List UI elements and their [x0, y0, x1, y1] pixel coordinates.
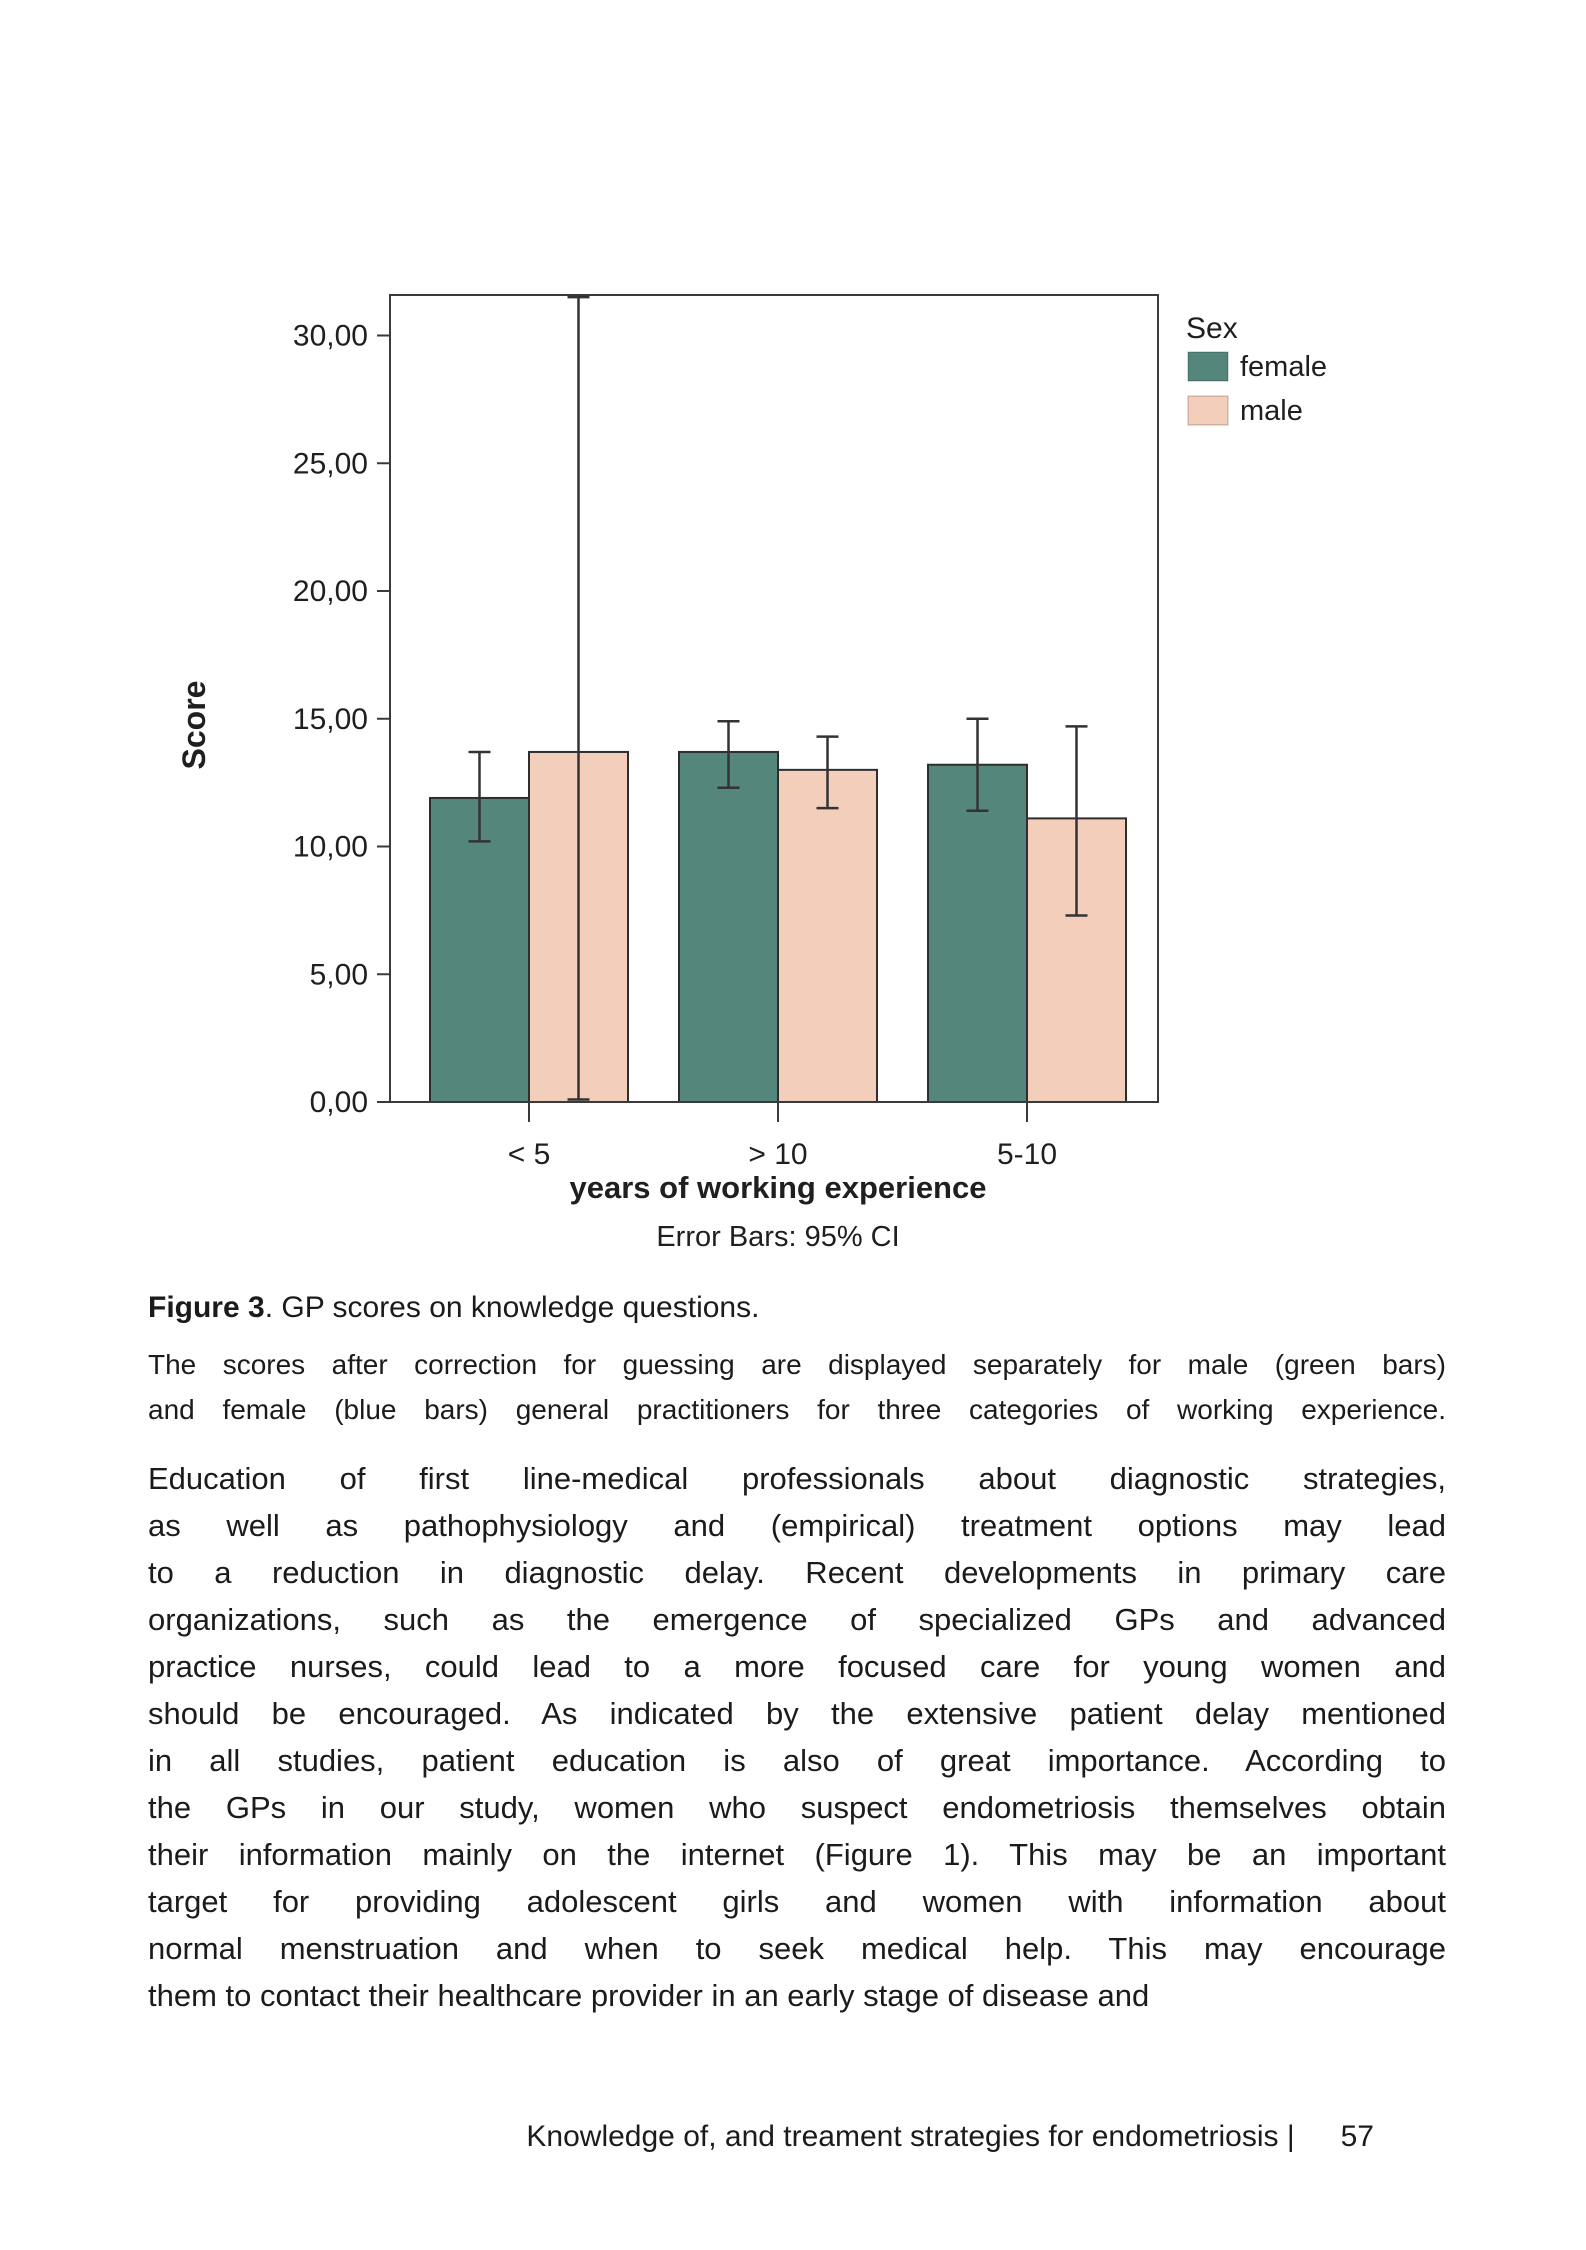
footer-running-title: Knowledge of, and treament strategies for endometriosis |	[526, 2120, 1295, 2153]
y-tick-label: 0,00	[309, 1086, 368, 1119]
y-tick-label: 25,00	[292, 447, 368, 481]
body-line: the GPs in our study, women who suspect endometriosis themselves obtain	[148, 1790, 1446, 1825]
bar-male-1	[778, 770, 877, 1102]
y-axis-label: Score	[176, 680, 212, 770]
y-tick-label: 15,00	[292, 702, 368, 736]
legend-swatch-male	[1188, 396, 1228, 425]
body-line: target for providing adolescent girls and women with information about	[148, 1884, 1446, 1919]
page-footer	[526, 2120, 1374, 2154]
figure-label: Figure 3	[148, 1291, 265, 1324]
body-paragraph	[148, 1455, 1446, 2019]
bar-female-2	[928, 765, 1027, 1102]
figure-title: . GP scores on knowledge questions.	[264, 1291, 760, 1324]
y-tick-label: 5,00	[309, 958, 368, 992]
body-line: practice nurses, could lead to a more focused care for young women and	[148, 1649, 1446, 1684]
legend-title: Sex	[1186, 312, 1238, 345]
body-line: normal menstruation and when to seek medical help. This may encourage	[148, 1931, 1446, 1966]
body-line: in all studies, patient education is also of great importance. According to	[148, 1743, 1446, 1778]
legend-label-female: female	[1240, 351, 1328, 383]
figure-caption-line: The scores after correction for guessing are displayed separately for male (green bars)	[148, 1349, 1446, 1380]
body-line: Education of first line-medical professionals about diagnostic strategies,	[148, 1461, 1446, 1496]
body-line: their information mainly on the internet (Figure 1). This may be an important	[148, 1837, 1446, 1872]
bar-female-0	[430, 798, 529, 1102]
x-tick-label: > 10	[748, 1138, 808, 1171]
body-line: organizations, such as the emergence of specialized GPs and advanced	[148, 1602, 1446, 1637]
y-tick-label: 30,00	[292, 319, 368, 353]
figure-caption	[148, 1288, 1446, 1432]
legend-swatch-female	[1188, 352, 1228, 381]
y-tick-label: 20,00	[292, 575, 368, 608]
y-tick-label: 10,00	[292, 830, 368, 864]
legend-label-male: male	[1240, 395, 1303, 427]
figure-caption-line: and female (blue bars) general practitioners for three categories of working experience.	[148, 1394, 1446, 1425]
figure-caption-title	[148, 1288, 1446, 1328]
x-tick-label: 5-10	[996, 1138, 1058, 1171]
body-line: should be encouraged. As indicated by the extensive patient delay mentioned	[148, 1696, 1446, 1731]
body-line: as well as pathophysiology and (empirical) treatment options may lead	[148, 1508, 1446, 1543]
body-line: them to contact their healthcare provider in an early stage of disease and	[148, 1978, 1150, 2013]
x-axis-label: years of working experience	[569, 1170, 987, 1205]
bar-female-1	[679, 752, 778, 1102]
body-line: to a reduction in diagnostic delay. Recent developments in primary care	[148, 1555, 1446, 1590]
error-bars-note: Error Bars: 95% CI	[656, 1221, 900, 1253]
x-tick-label: < 5	[507, 1138, 551, 1171]
page-number: 57	[1340, 2120, 1374, 2153]
